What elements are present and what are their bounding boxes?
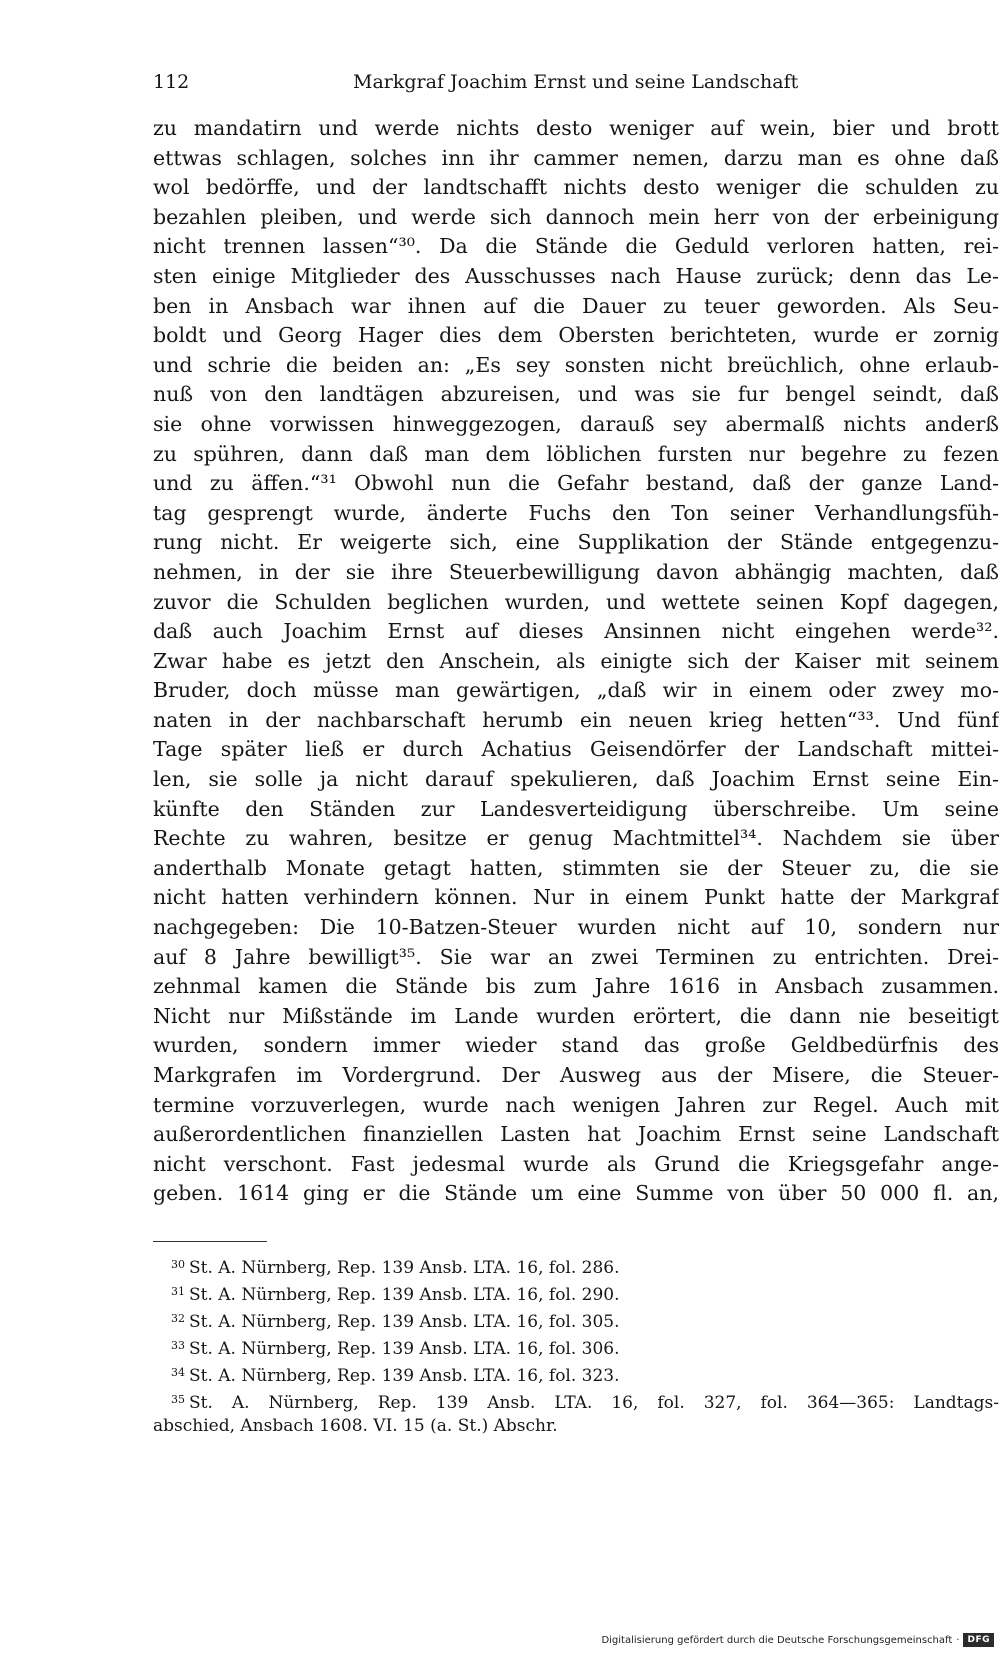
text-line: zuvor die Schulden beglichen wurden, und wettete seinen Kopf dagegen, [153,589,999,614]
text-line: tag gesprengt wurde, änderte Fuchs den Ton seiner Verhandlungsfüh- [153,500,999,525]
footnotes [153,1253,999,1438]
footnote-text: St. A. Nürnberg, Rep. 139 Ansb. LTA. 16, fol. 323. [189,1366,620,1386]
text-line: auf 8 Jahre bewilligt³⁵. Sie war an zwei Terminen zu entrichten. Drei- [153,944,999,969]
text-line: Rechte zu wahren, besitze er genug Machtmittel³⁴. Nachdem sie über [153,826,999,851]
text-line: ben in Ansbach war ihnen auf die Dauer zu teuer geworden. Als Seu- [153,293,999,318]
text-line: wurden, sondern immer wieder stand das große Geldbedürfnis des [153,1033,999,1058]
text-line: nicht trennen lassen“³⁰. Da die Stände die Geduld verloren hatten, rei- [153,234,999,259]
text-line: zu spühren, dann daß man dem löblichen fursten nur begehre zu fezen [153,441,999,466]
text-line: Zwar habe es jetzt den Anschein, als einigte sich der Kaiser mit seinem [153,648,999,673]
text-line: nicht hatten verhindern können. Nur in einem Punkt hatte der Markgraf [153,885,999,910]
text-line: nicht verschont. Fast jedesmal wurde als Grund die Kriegsgefahr ange- [153,1151,999,1176]
running-title: Markgraf Joachim Ernst und seine Landschaft [353,71,799,93]
text-line: und zu äffen.“³¹ Obwohl nun die Gefahr bestand, daß der ganze Land- [153,471,999,496]
digitization-notice: Digitalisierung gefördert durch die Deutsche Forschungsgemeinschaft · DFG [601,1633,994,1647]
text-line: bezahlen pleiben, und werde sich dannoch mein herr von der erbeinigung [153,204,999,229]
page-number: 112 [153,71,190,93]
body-text [153,114,999,1209]
dfg-logo-icon: DFG [963,1633,994,1647]
text-line: daß auch Joachim Ernst auf dieses Ansinnen nicht eingehen werde³². [153,619,999,644]
text-line: außerordentlichen finanziellen Lasten hat Joachim Ernst seine Landschaft [153,1122,999,1147]
footnote-text: St. A. Nürnberg, Rep. 139 Ansb. LTA. 16, fol. 305. [189,1312,620,1332]
text-line: Bruder, doch müsse man gewärtigen, „daß wir in einem oder zwey mo- [153,678,999,703]
text-line: wol bedörffe, und der landtschafft nichts desto weniger die schulden zu [153,175,999,200]
footnote-number: 35 [171,1393,185,1406]
footnote [153,1388,999,1415]
footnote-separator [153,1241,267,1242]
footnote-number: 34 [171,1366,185,1379]
text-line: geben. 1614 ging er die Stände um eine Summe von über 50 000 fl. an, [153,1181,999,1206]
text-line: anderthalb Monate getagt hatten, stimmten sie der Steuer zu, die sie [153,855,999,880]
footnote-text: St. A. Nürnberg, Rep. 139 Ansb. LTA. 16, fol. 286. [189,1258,620,1278]
footnote [153,1280,999,1307]
footnote [153,1307,999,1334]
text-line: und schrie die beiden an: „Es sey sonsten nicht breüchlich, ohne erlaub- [153,352,999,377]
text-line: len, sie solle ja nicht darauf spekulieren, daß Joachim Ernst seine Ein- [153,767,999,792]
text-line: termine vorzuverlegen, wurde nach wenigen Jahren zur Regel. Auch mit [153,1092,999,1117]
text-line: sie ohne vorwissen hinweggezogen, darauß sey abermalß nichts anderß [153,411,999,436]
footnote-number: 31 [171,1285,185,1298]
text-line: naten in der nachbarschaft herumb ein neuen krieg hetten“³³. Und fünf [153,707,999,732]
text-line: künfte den Ständen zur Landesverteidigung überschreibe. Um seine [153,796,999,821]
footnote-continuation: abschied, Ansbach 1608. VI. 15 (a. St.) Abschr. [153,1416,558,1436]
text-line: Nicht nur Mißstände im Lande wurden erörtert, die dann nie beseitigt [153,1003,999,1028]
text-line: rung nicht. Er weigerte sich, eine Supplikation der Stände entgegenzu- [153,530,999,555]
footnote-number: 32 [171,1312,185,1325]
text-line: Tage später ließ er durch Achatius Geisendörfer der Landschaft mittei- [153,737,999,762]
footnote-text: St. A. Nürnberg, Rep. 139 Ansb. LTA. 16, fol. 327, fol. 364—365: Landtags- [189,1393,999,1413]
text-line: nachgegeben: Die 10-Batzen-Steuer wurden nicht auf 10, sondern nur [153,915,999,940]
text-line: Markgrafen im Vordergrund. Der Ausweg aus der Misere, die Steuer- [153,1063,999,1087]
text-line: zu mandatirn und werde nichts desto weniger auf wein, bier und brott [153,116,999,140]
text-line: nuß von den landtägen abzureisen, und was sie fur bengel seindt, daß [153,382,999,407]
footnote-text: St. A. Nürnberg, Rep. 139 Ansb. LTA. 16, fol. 290. [189,1285,620,1305]
digitization-text: Digitalisierung gefördert durch die Deutsche Forschungsgemeinschaft [601,1634,953,1646]
footnote [153,1361,999,1388]
footnote [153,1253,999,1280]
text-line: nehmen, in der sie ihre Steuerbewilligung davon abhängig machten, daß [153,559,999,584]
footnote-text: St. A. Nürnberg, Rep. 139 Ansb. LTA. 16, fol. 306. [189,1339,620,1359]
text-line: zehnmal kamen die Stände bis zum Jahre 1616 in Ansbach zusammen. [153,974,999,999]
footnote [153,1334,999,1361]
text-line: ettwas schlagen, solches inn ihr cammer nemen, darzu man es ohne daß [153,145,999,170]
text-line: sten einige Mitglieder des Ausschusses nach Hause zurück; denn das Le- [153,263,999,288]
text-line: boldt und Georg Hager dies dem Obersten berichteten, wurde er zornig [153,323,999,348]
footnote-number: 33 [171,1339,185,1352]
footnote-number: 30 [171,1258,185,1271]
